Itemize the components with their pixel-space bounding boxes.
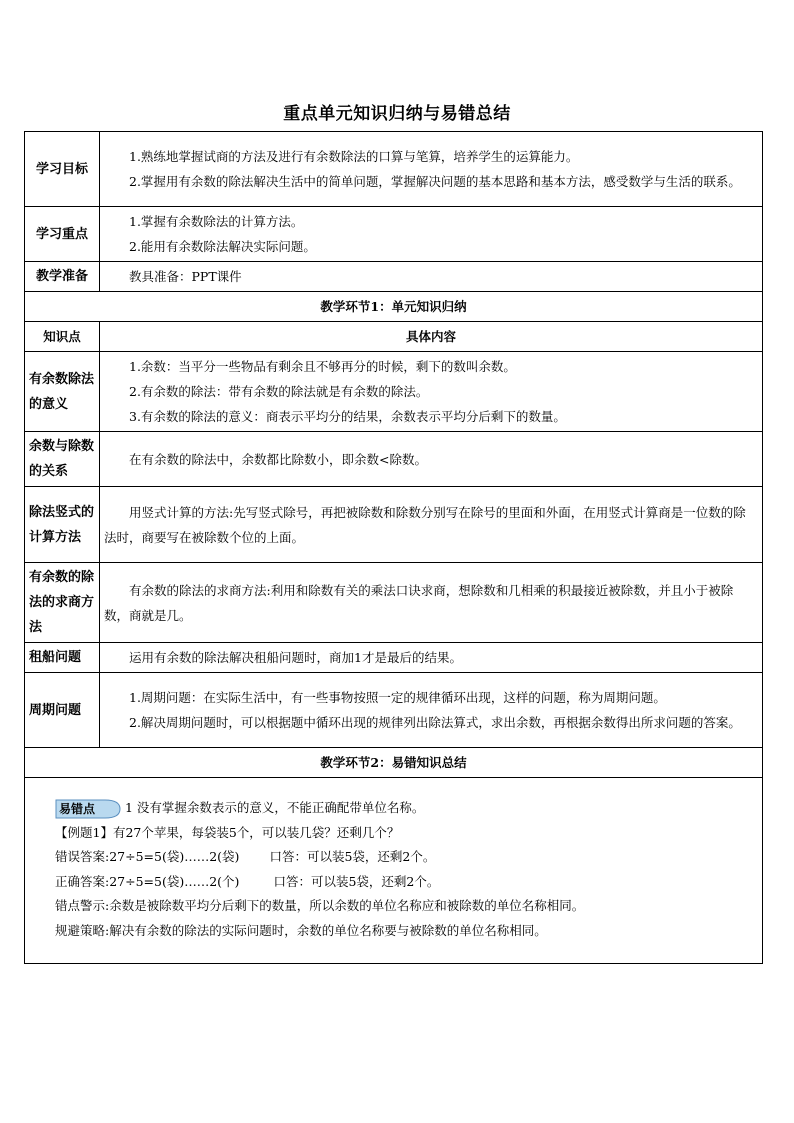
- knowledge-item: 2.有余数的除法：带有余数的除法就是有余数的除法。: [129, 384, 429, 399]
- keypoints-label: 学习重点: [25, 207, 100, 262]
- knowledge-item: 1.周期问题：在实际生活中，有一些事物按照一定的规律循环出现，这样的问题，称为周期问题。: [129, 690, 666, 705]
- knowledge-row: [25, 487, 763, 563]
- goal-item: 1.熟练地掌握试商的方法及进行有余数除法的口算与笔算，培养学生的运算能力。: [129, 149, 579, 164]
- goal-item: 2.掌握用有余数的除法解决生活中的简单问题，掌握解决问题的基本思路和基本方法，感受数学与生活的联系。: [129, 174, 741, 189]
- mistakes-row: [25, 778, 763, 964]
- knowledge-row: [25, 563, 763, 643]
- keypoint-item: 2.能用有余数除法解决实际问题。: [129, 239, 316, 254]
- section2-header-row: [25, 748, 763, 778]
- mistake-point: [55, 796, 732, 821]
- goals-label: 学习目标: [25, 132, 100, 207]
- knowledge-content: [100, 643, 763, 673]
- knowledge-label: 有余数除法的意义: [25, 352, 100, 432]
- knowledge-item: 2.解决周期问题时，可以根据题中循环出现的规律列出除法算式，求出余数，再根据余数得出所求问题的答案。: [129, 715, 741, 730]
- keypoints-row: [25, 207, 763, 262]
- badge-label: 易错点: [59, 801, 96, 816]
- warning-text: 错点警示:余数是被除数平均分后剩下的数量，所以余数的单位名称应和被除数的单位名称相同。: [55, 898, 585, 913]
- knowledge-item: 在有余数的除法中，余数都比除数小，即余数<除数。: [129, 451, 427, 467]
- mistake-point-text: 1 没有掌握余数表示的意义，不能正确配带单位名称。: [125, 800, 425, 815]
- knowledge-item: 用竖式计算的方法:先写竖式除号，再把被除数和除数分别写在除号的里面和外面，在用竖式计算商是一位数的除法时，商要写在被除数个位的上面。: [104, 504, 746, 545]
- prep-content: [100, 262, 763, 292]
- knowledge-item: 有余数的除法的求商方法:利用和除数有关的乘法口诀求商，想除数和几相乘的积最接近被除数，并且小于被除数，商就是几。: [104, 582, 734, 623]
- column-header-row: [25, 322, 763, 352]
- wrong-answer-line: [55, 845, 732, 870]
- right-answer-line: [55, 870, 732, 895]
- knowledge-label: 除法竖式的计算方法: [25, 487, 100, 563]
- knowledge-label: 周期问题: [25, 673, 100, 748]
- keypoints-content: [100, 207, 763, 262]
- mistake-badge: [55, 799, 121, 819]
- example-text: 【例题1】有27个苹果，每袋装5个，可以装几袋？还剩几个？: [55, 824, 400, 840]
- section2-title: 教学环节2：易错知识总结: [25, 748, 763, 778]
- knowledge-content: [100, 432, 763, 487]
- prep-label: 教学准备: [25, 262, 100, 292]
- goals-row: [25, 132, 763, 207]
- col-knowledge-header: 知识点: [25, 322, 100, 352]
- keypoint-item: 1.掌握有余数除法的计算方法。: [129, 214, 304, 229]
- knowledge-item: 1.余数：当平分一些物品有剩余且不够再分的时候，剩下的数叫余数。: [129, 359, 516, 374]
- section1-header-row: [25, 292, 763, 322]
- right-answer: 正确答案:27÷5=5(袋)……2(个): [55, 873, 240, 889]
- lesson-table: [24, 131, 763, 964]
- prep-text: 教具准备：PPT课件: [129, 269, 242, 284]
- knowledge-label: 余数与除数的关系: [25, 432, 100, 487]
- knowledge-content: [100, 352, 763, 432]
- knowledge-row: [25, 673, 763, 748]
- knowledge-content: [100, 487, 763, 563]
- wrong-answer: 错误答案:27÷5=5(袋)……2(袋): [55, 849, 240, 864]
- knowledge-item: 运用有余数的除法解决租船问题时，商加1才是最后的结果。: [129, 650, 462, 665]
- strategy-text: 规避策略:解决有余数的除法的实际问题时，余数的单位名称要与被除数的单位名称相同。: [55, 922, 547, 938]
- page-title: 重点单元知识归纳与易错总结: [283, 104, 511, 124]
- knowledge-label: 有余数的除法的求商方法: [25, 563, 100, 643]
- knowledge-row: [25, 352, 763, 432]
- knowledge-label: 租船问题: [25, 643, 100, 673]
- col-content-header: 具体内容: [100, 322, 763, 352]
- wrong-oral-answer: 口答：可以装5袋，还剩2个。: [269, 849, 436, 864]
- knowledge-item: 3.有余数的除法的意义：商表示平均分的结果，余数表示平均分后剩下的数量。: [129, 409, 566, 424]
- knowledge-row: [25, 643, 763, 673]
- prep-row: [25, 262, 763, 292]
- knowledge-row: [25, 432, 763, 487]
- knowledge-content: [100, 563, 763, 643]
- goals-content: [100, 132, 763, 207]
- mistakes-content: [25, 778, 763, 964]
- knowledge-content: [100, 673, 763, 748]
- section1-title: 教学环节1：单元知识归纳: [25, 292, 763, 322]
- right-oral-answer: 口答：可以装5袋，还剩2个。: [273, 873, 440, 889]
